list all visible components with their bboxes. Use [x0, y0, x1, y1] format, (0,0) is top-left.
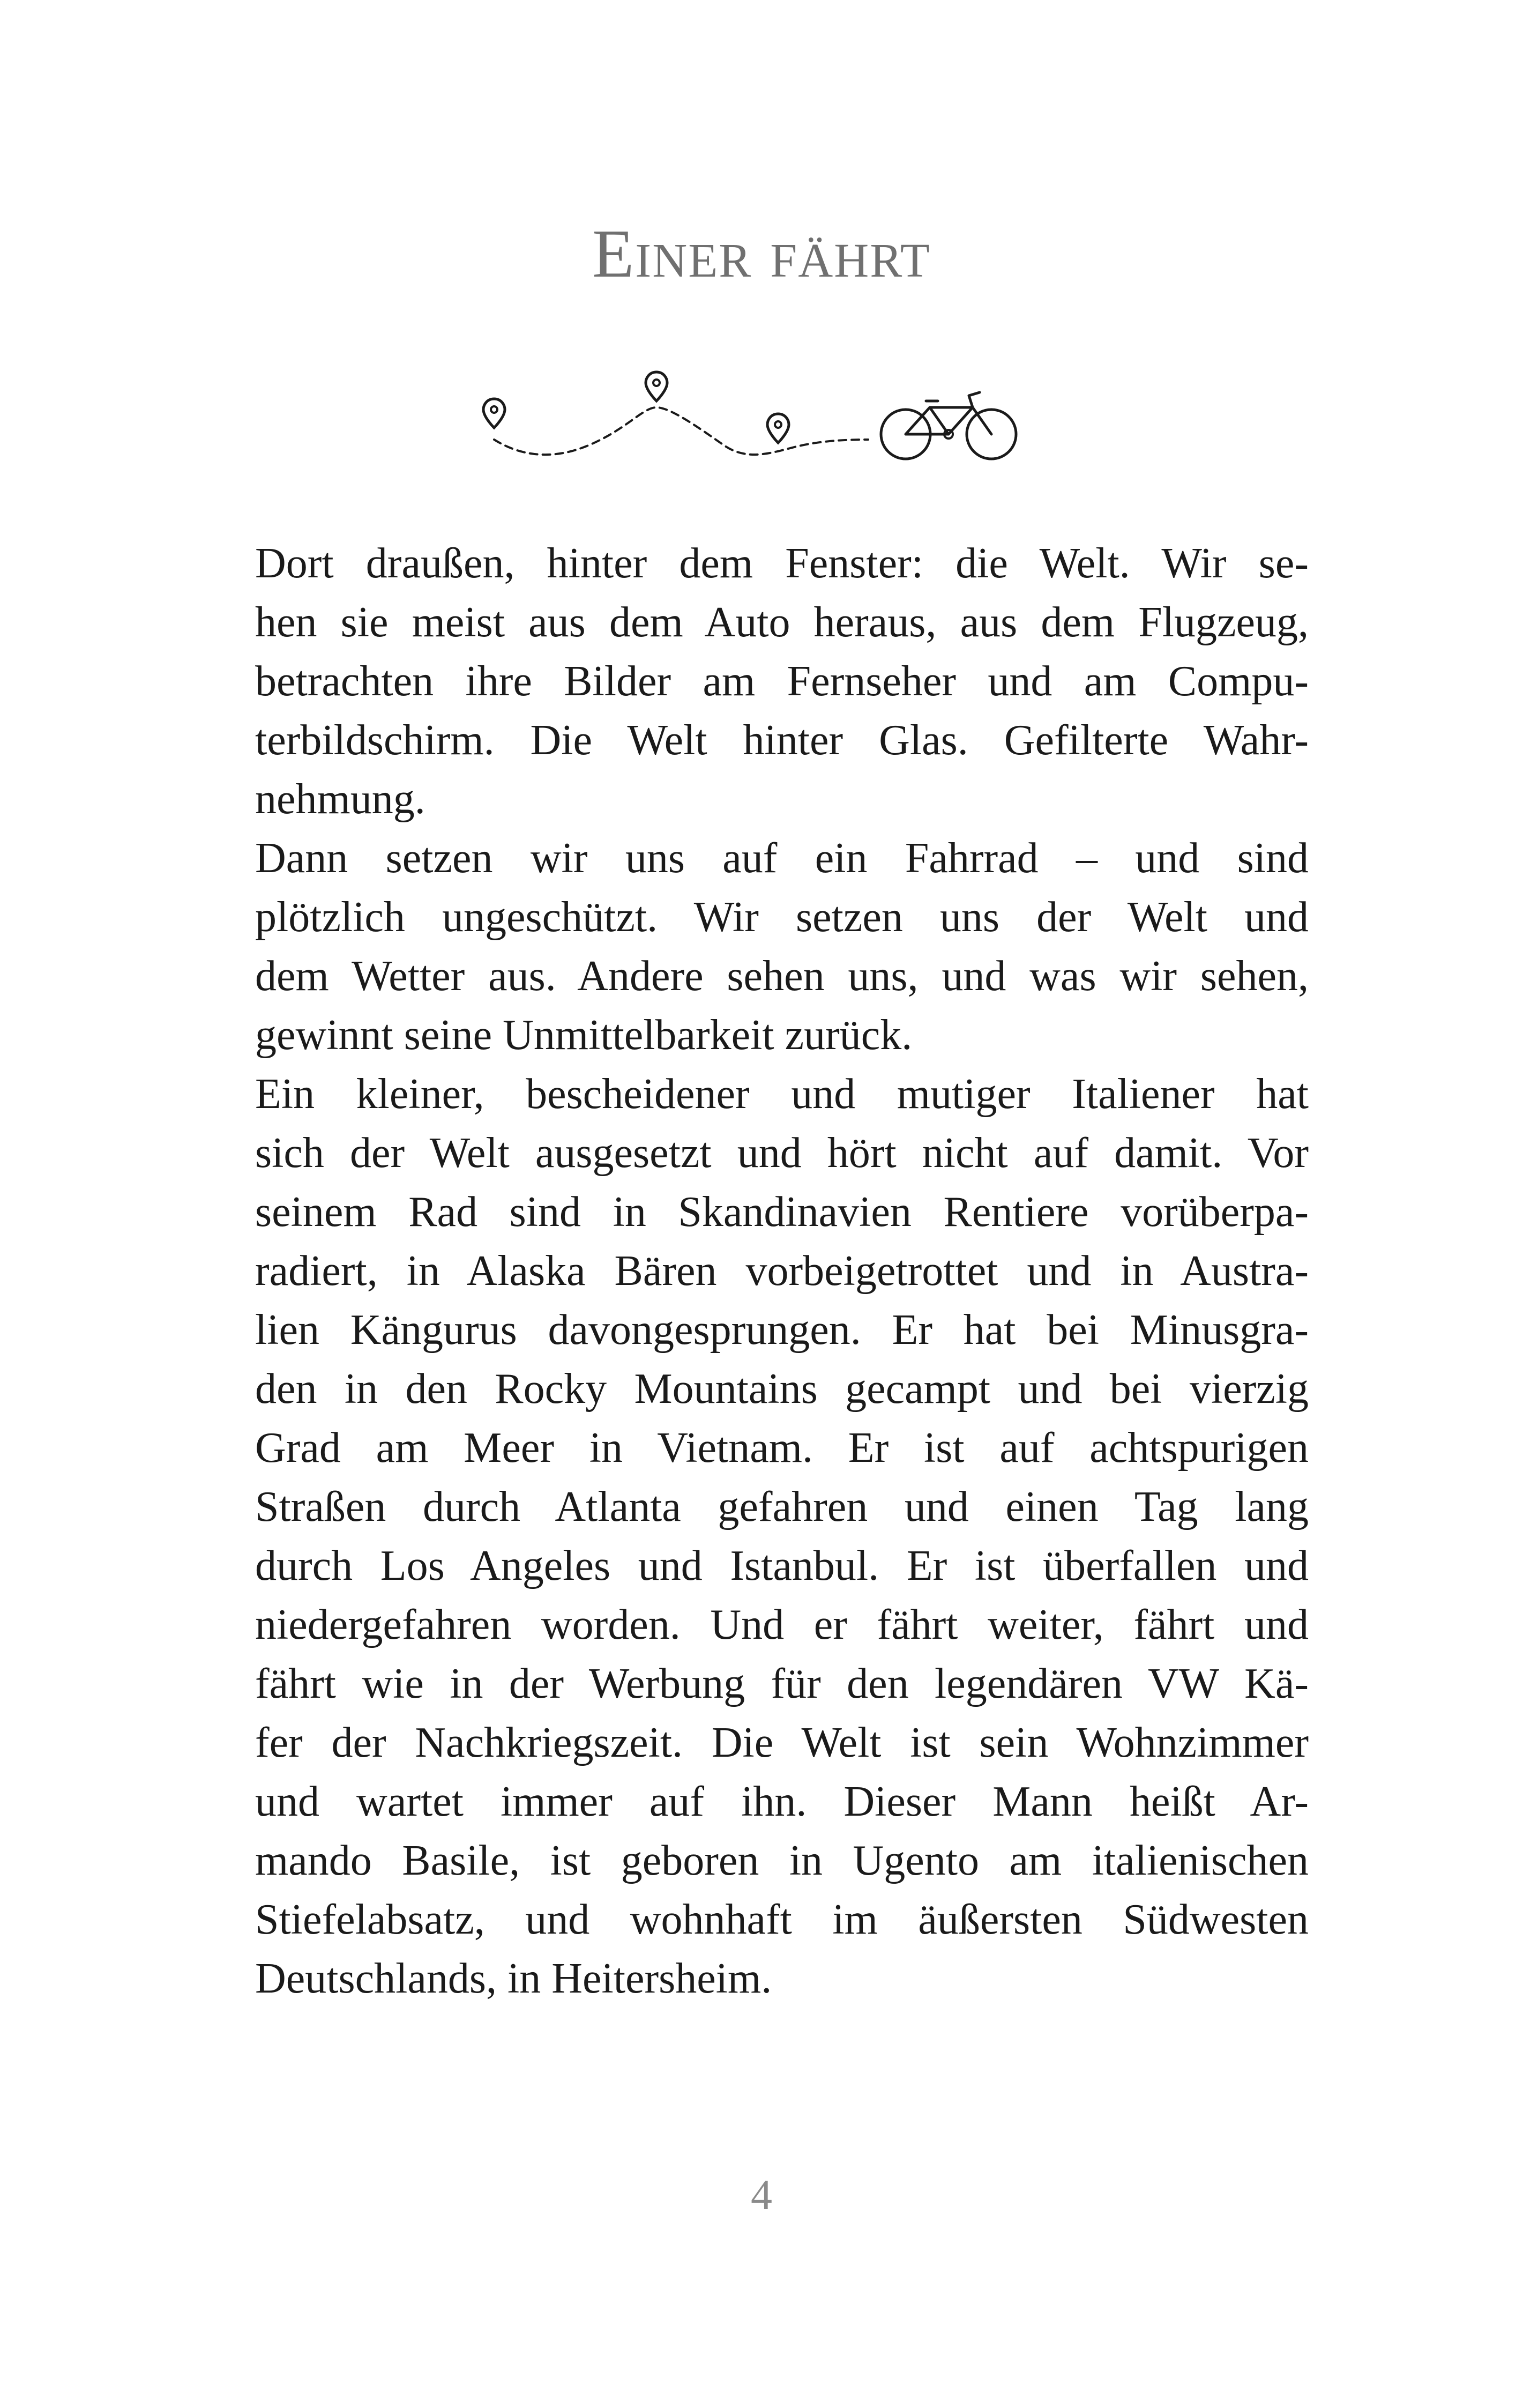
paragraph	[203, 829, 1309, 1065]
text-line: den in den Rocky Mountains gecampt und bei vierzig	[255, 1365, 1309, 1413]
text-line: Stiefelabsatz, und wohnhaft im äußersten Südwesten	[255, 1896, 1309, 1943]
location-pin-icon	[483, 399, 505, 428]
location-pin-icon	[767, 414, 789, 443]
text-line: sich der Welt ausgesetzt und hört nicht auf damit. Vor	[255, 1129, 1309, 1177]
text-line: betrachten ihre Bilder am Fernseher und am Compu-	[255, 658, 1309, 705]
text-line: durch Los Angeles und Istanbul. Er ist überfallen und	[255, 1542, 1309, 1589]
text-line: hen sie meist aus dem Auto heraus, aus dem Flugzeug,	[255, 599, 1309, 646]
text-line: terbildschirm. Die Welt hinter Glas. Gefilterte Wahr-	[255, 717, 1309, 764]
text-line: radiert, in Alaska Bären vorbeigetrottet und in Austra-	[255, 1247, 1309, 1295]
text-line: Grad am Meer in Vietnam. Er ist auf achtspurigen	[255, 1424, 1309, 1471]
chapter-title: Einer fährt	[592, 215, 931, 292]
text-line: Deutschlands, in Heitersheim.	[255, 1955, 772, 2002]
text-line: fährt wie in der Werbung für den legendären VW Kä-	[255, 1660, 1309, 1707]
text-line: mando Basile, ist geboren in Ugento am italienischen	[255, 1837, 1309, 1884]
route-ornament	[472, 365, 1029, 488]
bicycle-icon	[881, 392, 1016, 459]
page-number: 4	[751, 2172, 772, 2219]
text-line: niedergefahren worden. Und er fährt weiter, fährt und	[255, 1601, 1309, 1648]
text-line: gewinnt seine Unmittelbarkeit zurück.	[255, 1012, 913, 1059]
text-line: Dort draußen, hinter dem Fenster: die Welt. Wir se-	[255, 540, 1309, 587]
paragraph	[203, 534, 1309, 829]
text-line: Straßen durch Atlanta gefahren und einen Tag lang	[255, 1483, 1309, 1530]
body-text	[203, 534, 1309, 2008]
text-line: lien Kängurus davongesprungen. Er hat bei Minusgra-	[255, 1306, 1309, 1354]
text-line: Dann setzen wir uns auf ein Fahrrad – und sind	[255, 835, 1309, 882]
text-line: und wartet immer auf ihn. Dieser Mann heißt Ar-	[255, 1778, 1309, 1825]
dotted-route-line	[494, 407, 868, 455]
text-line: seinem Rad sind in Skandinavien Rentiere vorüberpa-	[255, 1188, 1309, 1236]
paragraph	[203, 1065, 1309, 2008]
text-line: Ein kleiner, bescheidener und mutiger Italiener hat	[255, 1071, 1309, 1118]
text-line: plötzlich ungeschützt. Wir setzen uns der Welt und	[255, 894, 1309, 941]
text-line: nehmung.	[255, 776, 425, 823]
text-line: fer der Nachkriegszeit. Die Welt ist sein Wohnzimmer	[255, 1719, 1309, 1766]
text-line: dem Wetter aus. Andere sehen uns, und was wir sehen,	[255, 953, 1309, 1000]
location-pin-icon	[646, 372, 667, 401]
